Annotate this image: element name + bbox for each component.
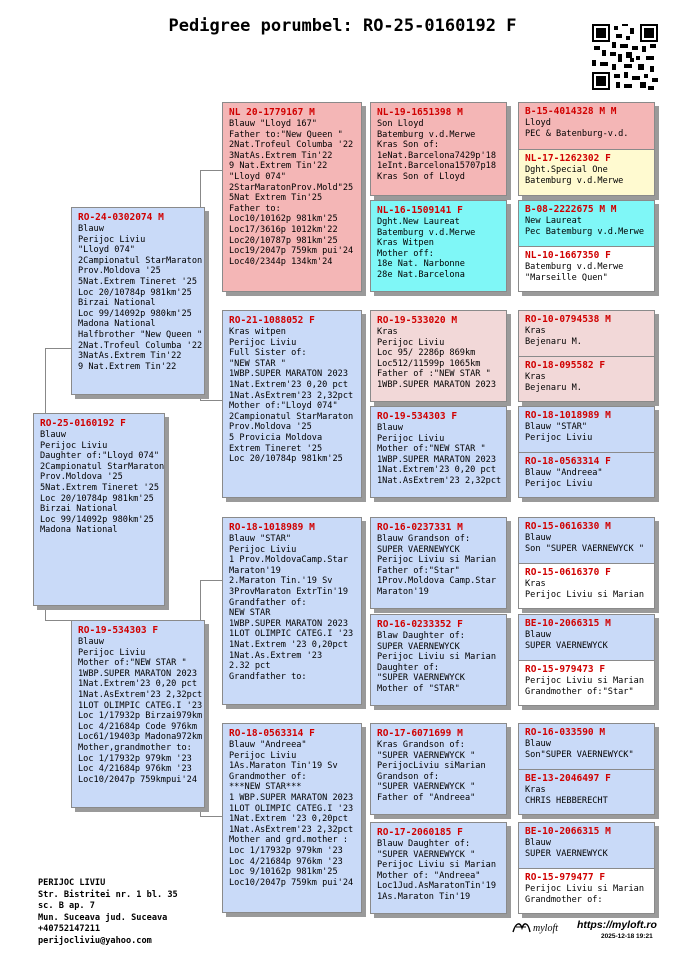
info-line: ***NEW STAR*** bbox=[229, 782, 302, 793]
info-line: 1Nat.AsExtrem'23 2,32pct bbox=[229, 390, 354, 401]
info-line: Blauw "Andreea" bbox=[525, 468, 603, 478]
info-line: SUPER VAERNEWYCK bbox=[525, 848, 608, 859]
info-line: Blauw "Andreea" bbox=[229, 740, 307, 750]
info-line: Loc 1/17932p Birzai979km bbox=[78, 711, 203, 722]
info-line: 1Nat.As.Extrem '23 bbox=[229, 650, 323, 661]
gen5-ring-3a: RO-10-0794538 M bbox=[525, 314, 611, 325]
info-line: Loc 4/21684p 976km '23 bbox=[78, 764, 192, 775]
info-line: Mother and grd.mother : bbox=[229, 835, 348, 846]
info-line: Mother,grandmother to: bbox=[78, 742, 192, 753]
info-line: Loc 20/10784p 981km'25 bbox=[40, 493, 154, 504]
info-line: Madona National bbox=[40, 525, 118, 536]
myloft-logo-icon bbox=[510, 918, 564, 936]
gen5-ring-4b: RO-18-0563314 F bbox=[525, 456, 611, 467]
info-line: 18e Nat. Narbonne bbox=[377, 259, 465, 270]
gen5-ring-5a: RO-15-0616330 M bbox=[525, 521, 611, 532]
info-line: "NEW STAR " bbox=[229, 358, 286, 369]
info-line: Kras bbox=[377, 327, 398, 337]
sire-lines bbox=[78, 224, 203, 372]
gen5-ring-4a: RO-18-1018989 M bbox=[525, 410, 611, 421]
info-line: 1LOT OLIMPIC CATEG.I '23 bbox=[229, 803, 354, 814]
subject-lines bbox=[40, 430, 165, 536]
info-line: Perijoc Liviu bbox=[229, 750, 297, 761]
info-line: 1Nat.AsExtrem'23 2,32pct bbox=[78, 689, 203, 700]
gen3-lines-3 bbox=[229, 534, 356, 682]
gen5-lines-6b bbox=[525, 676, 649, 697]
info-line: Son"SUPER VAERNEWYCK" bbox=[525, 749, 634, 760]
info-line: 1LOT OLIMPIC CATEG.I '23 bbox=[229, 629, 354, 640]
info-line: Birzai National bbox=[78, 298, 156, 309]
gen5-ring-3b: RO-18-095582 F bbox=[525, 360, 606, 371]
info-line: PEC & Batenburg-v.d. bbox=[525, 128, 629, 139]
info-line: Grandmother of: bbox=[229, 771, 307, 782]
info-line: CHRIS HEBBERECHT bbox=[525, 795, 608, 806]
info-line: Perijoc Liviu si Marian bbox=[377, 860, 496, 871]
info-line: Kras bbox=[525, 372, 546, 382]
info-line: Kras Witpen bbox=[377, 238, 434, 249]
gen5-pair-1[interactable] bbox=[518, 102, 655, 196]
gen5-ring-2b: NL-10-1667350 F bbox=[525, 250, 611, 261]
info-line: Pec Batemburg v.d.Merwe bbox=[525, 226, 644, 237]
info-line: Grandfather to: bbox=[229, 671, 307, 682]
footer-line: +40752147211 bbox=[38, 924, 101, 934]
info-line: 1Nat.AsExtrem'23 2,32pct bbox=[229, 824, 354, 835]
info-line: 2Campionatul StarMaraton bbox=[40, 461, 165, 472]
info-line: SUPER VAERNEWYCK bbox=[377, 544, 460, 555]
gen3-ring-2: RO-21-1088052 F bbox=[229, 315, 315, 326]
info-line: Birzai National bbox=[40, 504, 118, 515]
gen5-pair-3[interactable] bbox=[518, 310, 655, 402]
gen3-box-1[interactable] bbox=[222, 102, 362, 292]
gen5-lines-7b bbox=[525, 785, 649, 806]
info-line: 1WBP.SUPER MARATON 2023 bbox=[377, 454, 496, 465]
info-line: "SUPER VAERNEWYCK " bbox=[377, 849, 476, 860]
info-line: Father to:"New Queen " bbox=[229, 129, 343, 140]
info-line: Batemburg v.d.Merwe bbox=[525, 262, 624, 272]
gen3-ring-3: RO-18-1018989 M bbox=[229, 522, 315, 533]
gen3-box-3[interactable] bbox=[222, 517, 362, 705]
info-line: Kras witpen bbox=[229, 327, 286, 337]
gen3-lines-2 bbox=[229, 327, 356, 465]
gen4-ring-3: RO-19-533020 M bbox=[377, 315, 458, 326]
gen5-lines-2a bbox=[525, 216, 649, 237]
info-line: 1eInt.Barcelona15707p18 bbox=[377, 161, 496, 172]
info-line: Loc 99/14092p 980km'25 bbox=[78, 308, 192, 319]
info-line: Perijoc Liviu bbox=[525, 432, 593, 443]
gen4-ring-7: RO-17-6071699 M bbox=[377, 728, 463, 739]
info-line: 1As.Maraton Tin'19 bbox=[377, 891, 471, 902]
gen5-ring-2a: B-08-2222675 M M bbox=[525, 204, 617, 215]
info-line: Loc 4/21684p Code 976km bbox=[78, 721, 197, 732]
info-line: Daughter of:"Lloyd 074" bbox=[40, 451, 159, 462]
gen5-ring-8b: RO-15-979477 F bbox=[525, 872, 606, 883]
info-line: Perijoc Liviu si Marian bbox=[525, 589, 644, 600]
gen5-ring-6a: BE-10-2066315 M bbox=[525, 618, 611, 629]
info-line: NEW STAR bbox=[229, 608, 271, 619]
print-date: 2025-12-18 19:21 bbox=[601, 933, 653, 940]
info-line: Bejenaru M. bbox=[525, 336, 582, 347]
gen4-box-7[interactable] bbox=[370, 723, 507, 815]
subject-box[interactable] bbox=[33, 413, 165, 606]
gen5-lines-4a bbox=[525, 422, 649, 443]
gen4-lines-2 bbox=[377, 217, 501, 281]
info-line: Lloyd bbox=[525, 118, 551, 128]
gen4-ring-2: NL-16-1509141 F bbox=[377, 205, 463, 216]
gen4-ring-4: RO-19-534303 F bbox=[377, 411, 458, 422]
gen5-lines-5b bbox=[525, 579, 649, 600]
info-line: 2.32 pct bbox=[229, 661, 271, 672]
gen5-lines-5a bbox=[525, 533, 649, 554]
gen4-box-3[interactable] bbox=[370, 310, 507, 402]
info-line: Blaw Daughter of: bbox=[377, 631, 465, 641]
info-line: Mother of:"NEW STAR " bbox=[377, 444, 486, 455]
footer-line: sc. B ap. 7 bbox=[38, 901, 95, 911]
info-line: Perijoc Liviu bbox=[525, 478, 593, 489]
info-line: Loc 9/10162p 981km'25 bbox=[229, 867, 338, 878]
info-line: 9 Nat.Extrem Tin'22 bbox=[229, 161, 328, 172]
info-line: 2Nat.Trofeul Columba '22 bbox=[229, 140, 354, 151]
info-line: Loc40/2344p 134km'24 bbox=[229, 256, 333, 267]
info-line: Loc61/19403p Madona972km bbox=[78, 732, 203, 743]
info-line: 1Nat.Extrem'23 0,20 pct bbox=[229, 379, 348, 390]
gen5-lines-7a bbox=[525, 739, 649, 760]
info-line: 2.Maraton Tin.'19 Sv bbox=[229, 576, 333, 587]
gen4-lines-6 bbox=[377, 631, 501, 695]
info-line: "Marseille Quen" bbox=[525, 272, 608, 283]
gen5-ring-6b: RO-15-979473 F bbox=[525, 664, 606, 675]
info-line: Blauw bbox=[78, 224, 104, 234]
info-line: Loc19/2047p 759km pui'24 bbox=[229, 246, 354, 257]
info-line: Perijoc Liviu bbox=[78, 647, 146, 658]
site-link[interactable]: https://myloft.ro bbox=[577, 919, 657, 931]
info-line: Blauw bbox=[525, 630, 551, 640]
info-line: Loc512/11599p 1065km bbox=[377, 358, 481, 369]
gen4-lines-5 bbox=[377, 534, 501, 598]
info-line: Perijoc Liviu si Marian bbox=[377, 555, 496, 566]
info-line: Loc 1/17932p 979km '23 bbox=[78, 753, 192, 764]
info-line: Kras Grandson of: bbox=[377, 740, 465, 750]
info-line: Perijoc Liviu si Marian bbox=[525, 676, 644, 686]
info-line: Grandmother of:"Star" bbox=[525, 686, 634, 697]
info-line: Batemburg v.d.Merwe bbox=[377, 129, 476, 140]
info-line: Maraton'19 bbox=[229, 565, 281, 576]
gen5-ring-1a: B-15-4014328 M M bbox=[525, 106, 617, 117]
footer-line: Str. Bistritei nr. 1 bl. 35 bbox=[38, 889, 178, 900]
info-line: Perijoc Liviu bbox=[78, 234, 146, 245]
gen5-lines-3b bbox=[525, 372, 649, 393]
info-line: "SUPER VAERNEWYCK " bbox=[377, 782, 476, 793]
gen4-lines-7 bbox=[377, 740, 501, 804]
gen3-box-2[interactable] bbox=[222, 310, 362, 498]
info-line: Loc 1/17932p 979km '23 bbox=[229, 845, 343, 856]
gen4-box-4[interactable] bbox=[370, 406, 507, 498]
info-line: "Lloyd 074" bbox=[78, 245, 135, 256]
info-line: New Laureat bbox=[525, 216, 582, 226]
gen4-lines-3 bbox=[377, 327, 501, 391]
gen5-pair-4[interactable] bbox=[518, 406, 655, 498]
info-line: Mother of:"NEW STAR " bbox=[78, 658, 187, 669]
info-line: 3NatAs.Extrem Tin'22 bbox=[78, 351, 182, 362]
info-line: 3ProvMaraton ExtrTin'19 bbox=[229, 586, 348, 597]
gen5-pair-5[interactable] bbox=[518, 517, 655, 609]
info-line: Loc10/10162p 981km'25 bbox=[229, 214, 338, 225]
info-line: Maraton'19 bbox=[377, 586, 429, 597]
info-line: PerijocLiviu siMarian bbox=[377, 761, 486, 772]
info-line: Madona National bbox=[78, 319, 156, 330]
info-line: Mother of:"Lloyd 074" bbox=[229, 401, 338, 412]
gen5-pair-6[interactable] bbox=[518, 614, 655, 706]
gen5-pair-7[interactable] bbox=[518, 723, 655, 815]
info-line: Perijoc Liviu bbox=[377, 337, 445, 348]
info-line: SUPER VAERNEWYCK bbox=[525, 640, 608, 651]
info-line: Perijoc Liviu si Marian bbox=[525, 884, 644, 894]
info-line: 1Nat.AsExtrem'23 2,32pct bbox=[377, 475, 502, 486]
info-line: Batemburg v.d.Merwe bbox=[377, 227, 476, 238]
info-line: 1 WBP.SUPER MARATON 2023 bbox=[229, 792, 354, 803]
info-line: Bejenaru M. bbox=[525, 382, 582, 393]
info-line: 1WBP.SUPER MARATON 2023 bbox=[78, 668, 197, 679]
gen3-ring-1: NL 20-1779167 M bbox=[229, 107, 315, 118]
dam-box[interactable] bbox=[71, 620, 205, 808]
info-line: Blauw bbox=[525, 739, 551, 749]
gen5-ring-1b: NL-17-1262302 F bbox=[525, 153, 611, 164]
info-line: Kras bbox=[525, 579, 546, 589]
qr-code-icon bbox=[592, 24, 658, 90]
gen4-lines-8 bbox=[377, 839, 501, 903]
info-line: Perijoc Liviu bbox=[229, 337, 297, 348]
info-line: 1eNat.Barcelona7429p'18 bbox=[377, 150, 496, 161]
info-line: Dght.Special One bbox=[525, 165, 608, 175]
gen5-lines-1b bbox=[525, 165, 649, 186]
info-line: Blauw bbox=[525, 838, 551, 848]
info-line: 5Nat Extrem Tin'25 bbox=[229, 193, 323, 204]
info-line: 1Nat.Extrem'23 0,20 pct bbox=[377, 465, 496, 476]
gen4-lines-1 bbox=[377, 119, 501, 183]
gen4-ring-5: RO-16-0237331 M bbox=[377, 522, 463, 533]
info-line: Father to: bbox=[229, 203, 281, 214]
info-line: Loc 99/14092p 980km'25 bbox=[40, 514, 154, 525]
info-line: Kras Son of: bbox=[377, 140, 440, 151]
info-line: 5Nat.Extrem Tineret '25 bbox=[40, 482, 159, 493]
info-line: 3NatAs.Extrem Tin'22 bbox=[229, 150, 333, 161]
info-line: "SUPER VAERNEWYCK bbox=[377, 673, 465, 684]
info-line: 1Nat.Extrem'23 0,20 pct bbox=[78, 679, 197, 690]
info-line: Father of "Andreea" bbox=[377, 792, 476, 803]
gen4-box-2[interactable] bbox=[370, 200, 507, 292]
gen4-box-6[interactable] bbox=[370, 614, 507, 706]
info-line: Batemburg v.d.Merwe bbox=[525, 175, 624, 186]
gen3-ring-4: RO-18-0563314 F bbox=[229, 728, 315, 739]
info-line: 2Campionatul StarMaraton bbox=[78, 255, 203, 266]
gen4-ring-8: RO-17-2060185 F bbox=[377, 827, 463, 838]
info-line: Full Sister of: bbox=[229, 348, 307, 359]
gen5-pair-2[interactable] bbox=[518, 200, 655, 292]
info-line: Mother off: bbox=[377, 248, 434, 259]
info-line: Halfbrother "New Queen " bbox=[78, 329, 203, 340]
info-line: 1 Prov.MoldovaCamp.Star bbox=[229, 555, 348, 566]
info-line: Kras Son of Lloyd bbox=[377, 171, 465, 182]
info-line: Perijoc Liviu bbox=[229, 544, 297, 555]
info-line: Son Lloyd bbox=[377, 119, 424, 129]
info-line: Daughter of: bbox=[377, 662, 440, 673]
info-line: 1Nat.Extrem '23 0,20pct bbox=[229, 814, 348, 825]
info-line: 9 Nat.Extrem Tin'22 bbox=[78, 361, 177, 372]
info-line: Perijoc Liviu si Marian bbox=[377, 652, 496, 663]
info-line: Grandson of: bbox=[377, 771, 440, 782]
info-line: Dght.New Laureat bbox=[377, 217, 460, 227]
gen4-box-8[interactable] bbox=[370, 822, 507, 914]
info-line: Blauw "Lloyd 167" bbox=[229, 119, 317, 129]
info-line: 5Nat.Extrem Tineret '25 bbox=[78, 276, 197, 287]
footer-line: Mun. Suceava jud. Suceava bbox=[38, 912, 168, 923]
info-line: SUPER VAERNEWYCK bbox=[377, 641, 460, 652]
info-line: 1WBP.SUPER MARATON 2023 bbox=[229, 618, 348, 629]
info-line: Prov.Moldova '25 bbox=[40, 472, 123, 483]
info-line: Kras bbox=[525, 785, 546, 795]
info-line: Loc10/2047p 759kmpui'24 bbox=[78, 774, 197, 785]
info-line: 2Nat.Trofeul Columba '22 bbox=[78, 340, 203, 351]
svg-text:myloft: myloft bbox=[533, 923, 558, 934]
info-line: 1As.Maraton Tin'19 Sv bbox=[229, 761, 338, 772]
info-line: Loc10/2047p 759km pui'24 bbox=[229, 877, 354, 888]
info-line: Loc1Jud.AsMaratonTin'19 bbox=[377, 881, 496, 892]
info-line: "Lloyd 074" bbox=[229, 171, 286, 182]
gen3-lines-4 bbox=[229, 740, 356, 888]
gen5-lines-8b bbox=[525, 884, 649, 905]
info-line: 5 Provicia Moldova bbox=[229, 432, 323, 443]
footer-line: perijocliviu@yahoo.com bbox=[38, 935, 152, 946]
info-line: 2StarMaratonProv.Mold"25 bbox=[229, 182, 354, 193]
info-line: 1Nat.Extrem '23 0,20pct bbox=[229, 639, 348, 650]
info-line: Perijoc Liviu bbox=[377, 433, 445, 444]
info-line: Father of :"NEW STAR " bbox=[377, 369, 491, 380]
gen5-lines-3a bbox=[525, 326, 649, 347]
info-line: Loc 20/10784p 981km'25 bbox=[78, 287, 192, 298]
info-line: 1LOT OLIMPIC CATEG.I '23 bbox=[78, 700, 203, 711]
info-line: Blauw "STAR" bbox=[229, 534, 292, 544]
info-line: Loc20/10787p 981km'25 bbox=[229, 235, 338, 246]
gen5-pair-8[interactable] bbox=[518, 822, 655, 914]
info-line: 1WBP.SUPER MARATON 2023 bbox=[377, 379, 496, 390]
sire-ring: RO-24-0302074 M bbox=[78, 212, 164, 223]
subject-ring: RO-25-0160192 F bbox=[40, 418, 126, 429]
dam-lines bbox=[78, 637, 203, 785]
info-line: Grandmother of: bbox=[525, 894, 603, 905]
gen5-lines-1a bbox=[525, 118, 649, 139]
gen5-lines-2b bbox=[525, 262, 649, 283]
info-line: Blauw bbox=[78, 637, 104, 647]
info-line: Loc 95/ 2286p 869km bbox=[377, 348, 476, 359]
gen4-lines-4 bbox=[377, 423, 501, 487]
gen4-ring-6: RO-16-0233352 F bbox=[377, 619, 463, 630]
info-line: "SUPER VAERNEWYCK " bbox=[377, 750, 476, 761]
dam-ring: RO-19-534303 F bbox=[78, 625, 159, 636]
info-line: Blauw "STAR" bbox=[525, 422, 588, 432]
gen4-box-1[interactable] bbox=[370, 102, 507, 196]
info-line: Blauw bbox=[525, 533, 551, 543]
info-line: Extrem Tineret '25 bbox=[229, 443, 323, 454]
info-line: Loc 4/21684p 976km '23 bbox=[229, 856, 343, 867]
info-line: Grandfather of: bbox=[229, 597, 307, 608]
info-line: Loc 20/10784p 981km'25 bbox=[229, 454, 343, 465]
owner-contact bbox=[38, 878, 178, 947]
info-line: Blauw bbox=[40, 430, 66, 440]
page-title: Pedigree porumbel: RO-25-0160192 F bbox=[168, 16, 517, 36]
info-line: 1WBP.SUPER MARATON 2023 bbox=[229, 369, 348, 380]
info-line: Blauw bbox=[377, 423, 403, 433]
gen5-lines-8a bbox=[525, 838, 649, 859]
info-line: 1Prov.Moldova Camp.Star bbox=[377, 576, 496, 587]
info-line: Blauw Grandson of: bbox=[377, 534, 471, 544]
gen4-ring-1: NL-19-1651398 M bbox=[377, 107, 463, 118]
gen3-lines-1 bbox=[229, 119, 356, 267]
gen5-ring-7b: BE-13-2046497 F bbox=[525, 773, 611, 784]
gen5-ring-7a: RO-16-033590 M bbox=[525, 727, 606, 738]
info-line: Mother of "STAR" bbox=[377, 683, 460, 694]
info-line: Blauw Daughter of: bbox=[377, 839, 471, 849]
footer-line: PERIJOC LIVIU bbox=[38, 878, 106, 888]
gen3-box-4[interactable] bbox=[222, 723, 362, 913]
info-line: Loc17/3616p 1012km'22 bbox=[229, 224, 338, 235]
info-line: Perijoc Liviu bbox=[40, 440, 108, 451]
info-line: Son "SUPER VAERNEWYCK " bbox=[525, 543, 644, 554]
info-line: Prov.Moldova '25 bbox=[78, 266, 161, 277]
info-line: Prov.Moldova '25 bbox=[229, 422, 312, 433]
gen4-box-5[interactable] bbox=[370, 517, 507, 609]
info-line: Father of:"Star" bbox=[377, 565, 460, 576]
gen5-ring-5b: RO-15-0616370 F bbox=[525, 567, 611, 578]
info-line: Mother of: "Andreea" bbox=[377, 870, 481, 881]
gen5-lines-4b bbox=[525, 468, 649, 489]
info-line: 28e Nat.Barcelona bbox=[377, 269, 465, 280]
gen5-ring-8a: BE-10-2066315 M bbox=[525, 826, 611, 837]
info-line: Kras bbox=[525, 326, 546, 336]
gen5-lines-6a bbox=[525, 630, 649, 651]
sire-box[interactable] bbox=[71, 207, 205, 395]
info-line: 2Campionatul StarMaraton bbox=[229, 411, 354, 422]
